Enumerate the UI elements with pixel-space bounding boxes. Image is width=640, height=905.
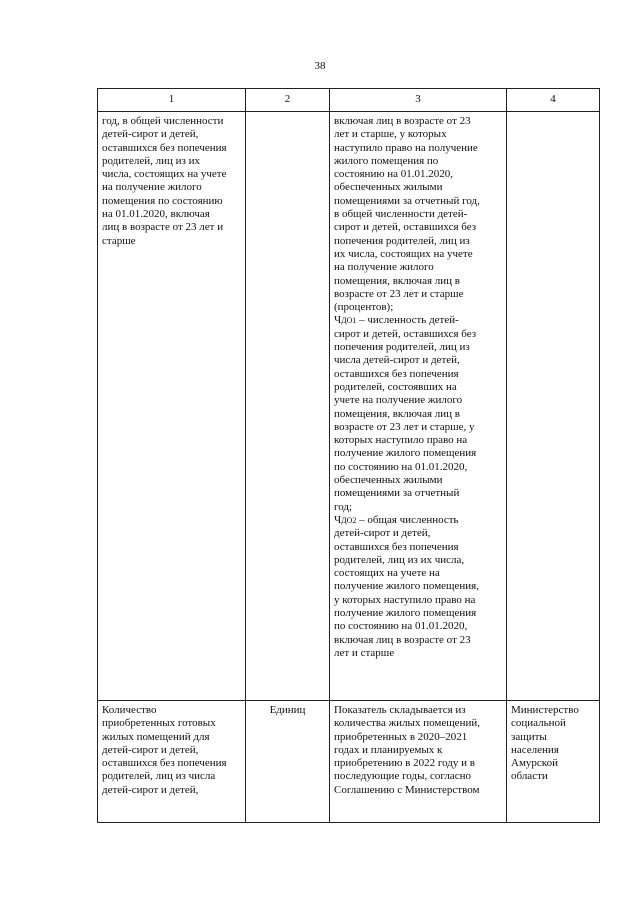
unit-cell: Единиц <box>246 701 330 823</box>
symbol-cho1-main: Ч <box>334 314 342 327</box>
indicator-name-cell: Количество приобретенных готовых жилых помещений для детей-сирот и детей, оставшихся без попечения родителей, лиц из числа детей-сирот и детей, <box>98 701 246 823</box>
table-row <box>98 112 600 701</box>
header-col-3: 3 <box>330 89 507 112</box>
calculation-method-cell <box>330 112 507 701</box>
symbol-cho2-subscript: ДО2 <box>341 515 357 525</box>
header-col-1: 1 <box>98 89 246 112</box>
indicator-table <box>97 88 600 823</box>
responsible-cell: Министерство социальной защиты населения Амурской области <box>507 701 600 823</box>
table-header-row <box>98 89 600 112</box>
symbol-cho2 <box>334 514 356 526</box>
symbol-cho2-main: Ч <box>334 513 342 526</box>
indicator-name-cell: год, в общей численности детей-сирот и детей, оставшихся без попечения родителей, лиц из их числа, состоящих на учете на получение жилого помещения по состоянию на 01.01.2020, включая лиц в возрасте от 23 лет и старше <box>98 112 246 701</box>
calculation-method-cell: Показатель складывается из количества жилых помещений, приобретенных в 2020–2021 годах и планируемых к приобретению в 2022 году и в последующие годы, согласно Соглашению с Министерством <box>330 701 507 823</box>
responsible-cell <box>507 112 600 701</box>
symbol-cho1-subscript: ДО1 <box>341 316 357 326</box>
method-text-part-2: – численность детей- сирот и детей, оставшихся без попечения родителей, лиц из числа детей-сирот и детей, оставшихся без попечения родителей, состоявших на учете на получение жилого помещения, включая лиц в возрасте от 23 лет и старше, у которых наступило право на получение жилого помещения по состоянию на 01.01.2020, обеспеченных жилыми помещениями за отчетный год; <box>334 314 477 513</box>
symbol-cho1 <box>334 314 356 326</box>
method-text-part-3: – общая численность детей-сирот и детей, оставшихся без попечения родителей, лиц из их числа, состоящих на учете на получение жилого помещения, у которых наступило право на получение жилого помещения по состоянию на 01.01.2020, включая лиц в возрасте от 23 лет и старше <box>334 513 479 659</box>
method-text-part-1: включая лиц в возрасте от 23 лет и старше, у которых наступило право на получение жилого помещения по состоянию на 01.01.2020, обеспеченных жилыми помещениями за отчетный год, в общей численности детей- сирот и детей, оставшихся без попечения родителей, лиц из их числа, состоящих на учете на получение жилого помещения, включая лиц в возрасте от 23 лет и старше (процентов); <box>334 115 480 314</box>
header-col-2: 2 <box>246 89 330 112</box>
table-row <box>98 701 600 823</box>
page-number: 38 <box>314 60 326 72</box>
header-col-4: 4 <box>507 89 600 112</box>
unit-cell <box>246 112 330 701</box>
